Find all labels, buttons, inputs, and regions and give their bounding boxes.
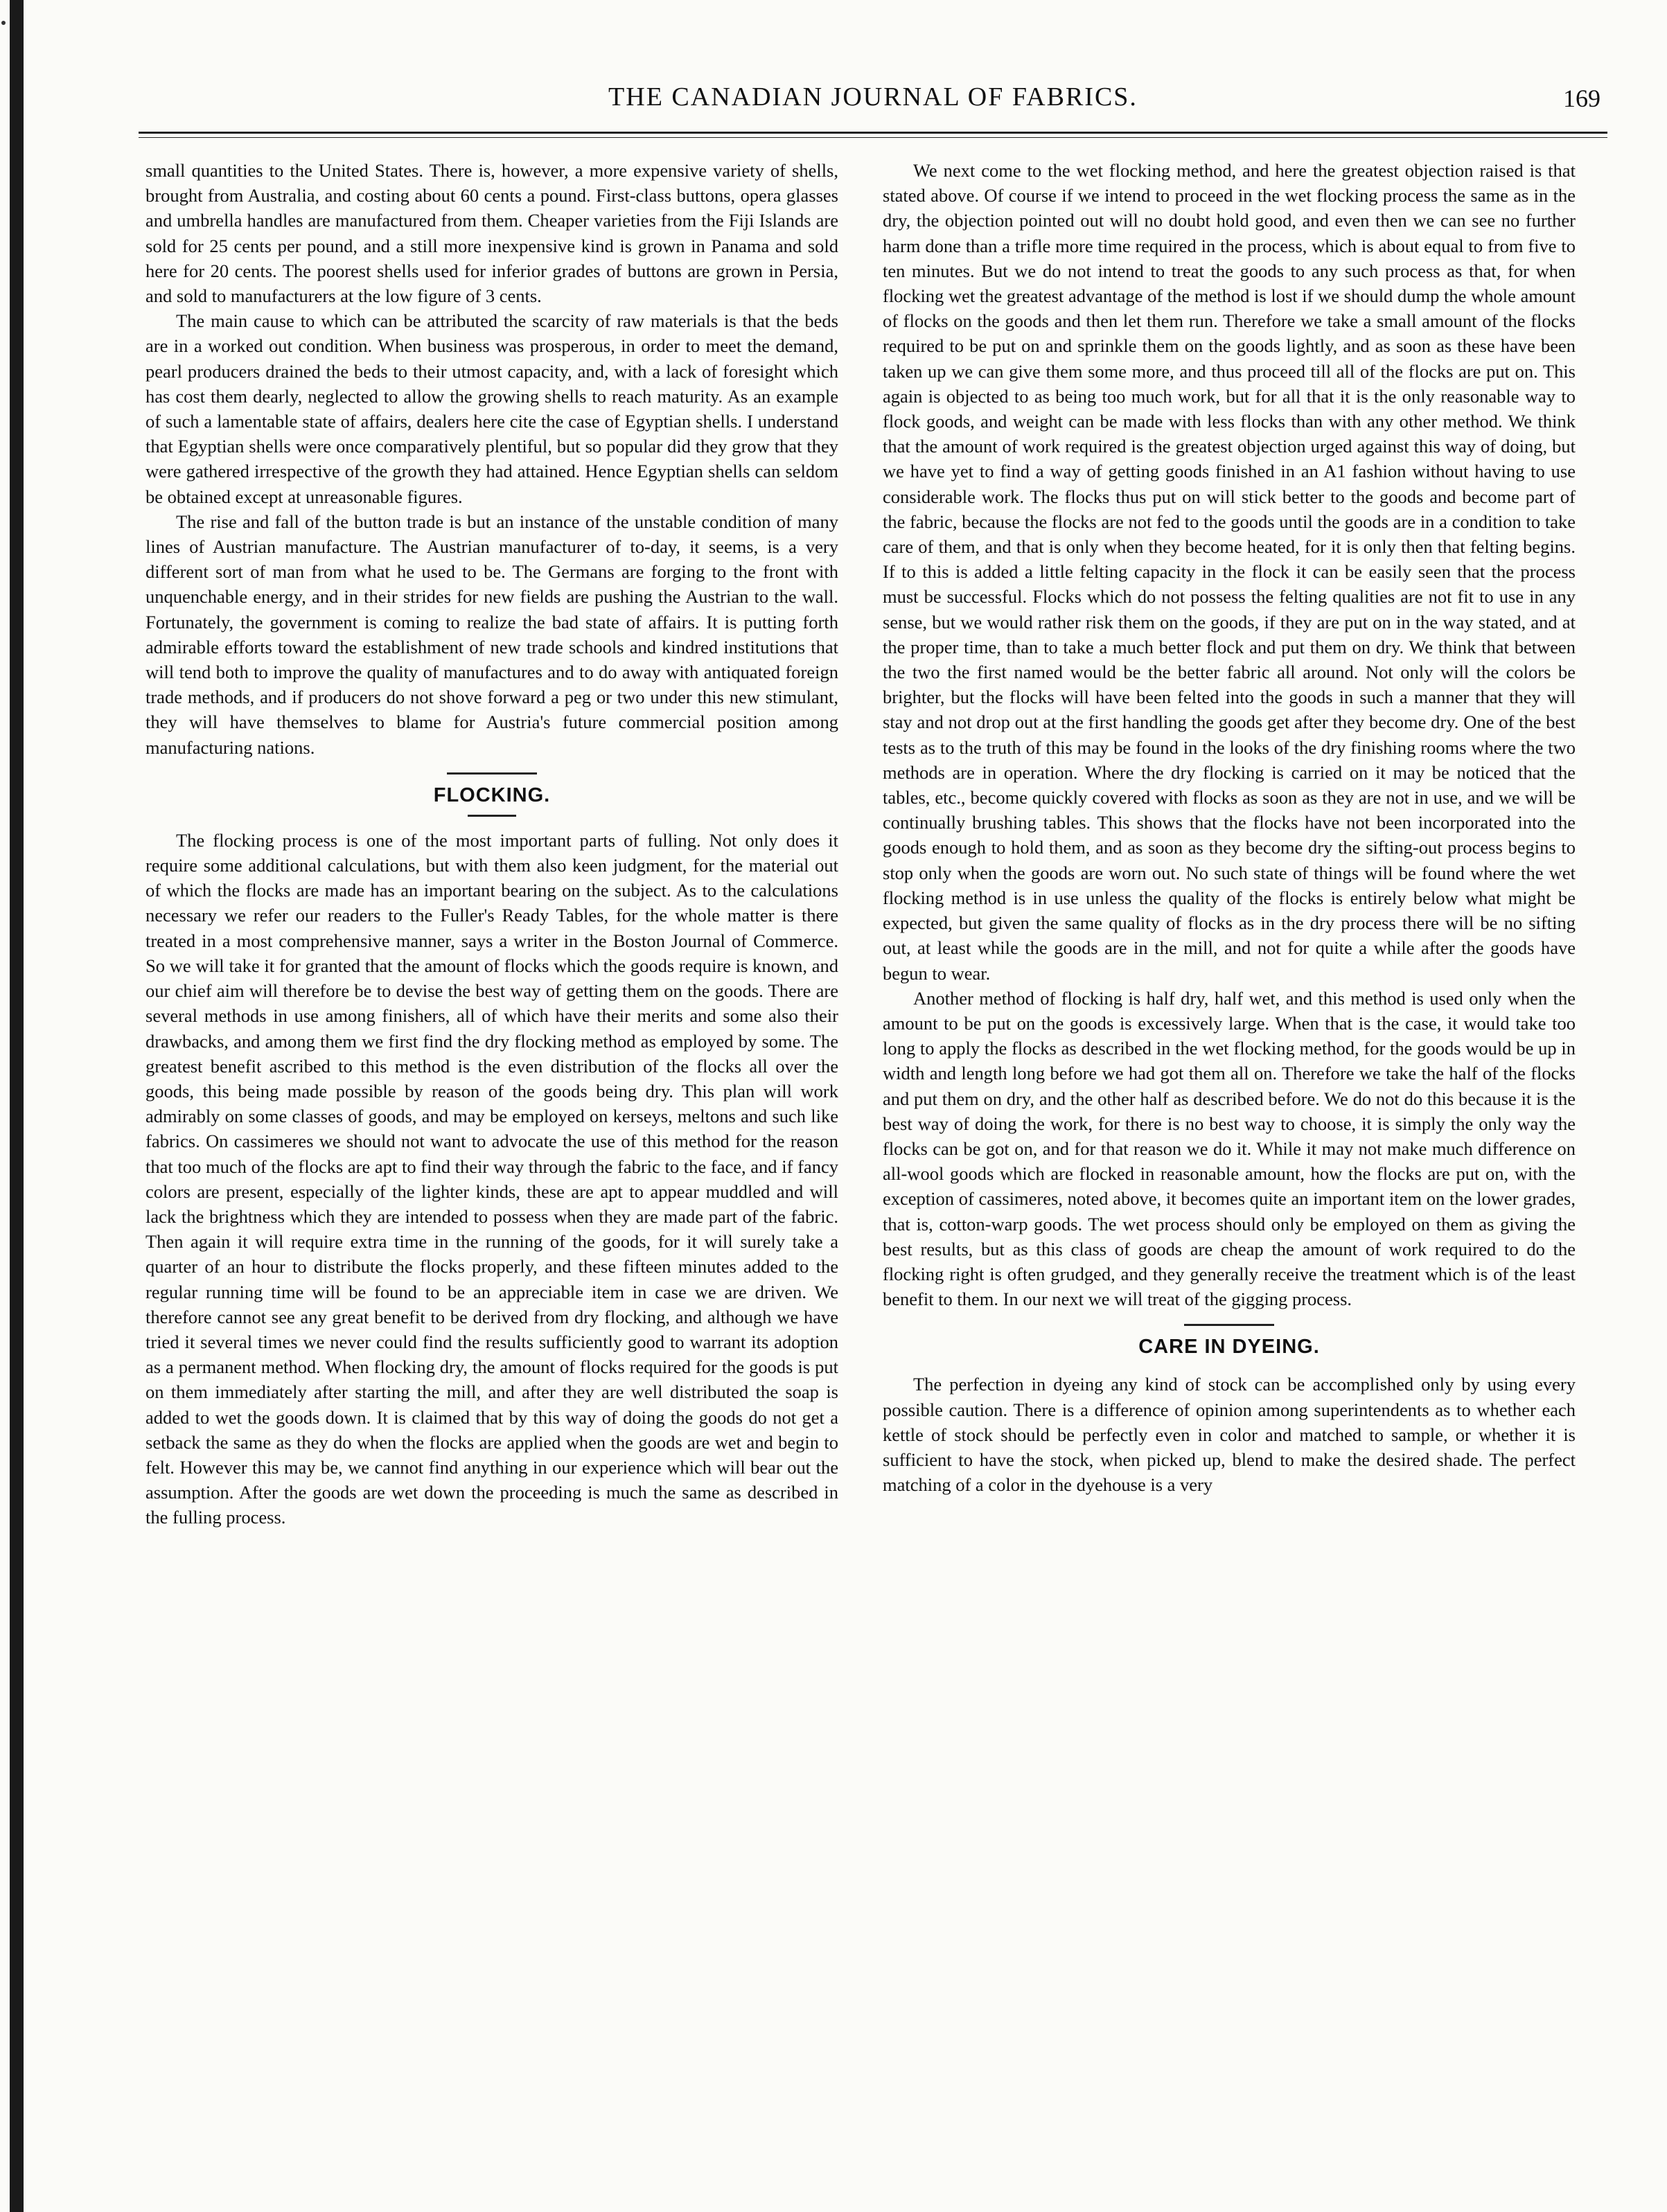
section-divider bbox=[447, 772, 537, 775]
page-number: 169 bbox=[1563, 85, 1600, 112]
section-divider bbox=[1184, 1324, 1274, 1326]
header-rule bbox=[139, 132, 1607, 134]
section-heading-care-in-dyeing: CARE IN DYEING. bbox=[1138, 1336, 1320, 1359]
header-rule-thin bbox=[139, 137, 1607, 138]
paragraph: Another method of flocking is half dry, half wet, and this method is used only when the amount to be put on the goods is excessively large. When that is the case, it would take too long to apply the flocks as described in the wet flocking method, for the goods would be up in width and length long before we had got them all on. Therefore we take the half of the flocks and put them on dry, and the other half as described before. We do not do this because it is the best way of doing the work, for there is no best way to choose, it is simply the only way the flocks can be got on, and for that reason we do it. While it may not make much difference on all-wool goods which are flocked in reasonable amount, how the flocks are put on, with the exception of cassimeres, noted above, it becomes quite an important item on the lower grades, that is, cotton-warp goods. The wet process should only be employed on them as giving the best results, but as this class of goods are cheap the amount of work required to do the flocking right is often grudged, and they generally receive the treatment which is of the least benefit to them. In our next we will treat of the gigging process. bbox=[883, 987, 1576, 1310]
paragraph: We next come to the wet flocking method, and here the greatest objection raised is that stated above. Of course if we intend to proceed in the wet flocking process the same as in the dry, the objection pointed out will no doubt hold good, and even then we can see no further harm done than a trifle more time required in the process, which is about equal to from five to ten minutes. But we do not intend to treat the goods to any such process as that, for when flocking wet the greatest advantage of the method is lost if we should dump the whole amount of flocks on the goods and then let them run. Therefore we take a small amount of the flocks required to be put on and sprinkle them on the goods lightly, and as soon as these have been taken up we can give them some more, and thus proceed till all of the flocks are put on. This again is objected to as being too much work, but for all that it is the only reasonable way to flock goods, and weight can be made with less flocks than with any other method. We think that the amount of work required is the greatest objection urged against this way of doing, but we have yet to find a way of getting goods finished in an A1 fashion without having to use considerable work. The flocks thus put on will stick better to the goods and become part of the fabric, because the flocks are not fed to the goods until the goods are in a condition to take care of them, and that is only when they become heated, for it is only then that felting begins. If to this is added a little felting capacity in the flock it can be easily seen that the process must be successful. Flocks which do not possess the felting qualities are not fit to use in any sense, but we would rather risk them on the goods, if they are put on in the way stated, and at the proper time, than to take a much better flock and put them on dry. We think that between the two the first named would be the better fabric all around. Not only will the colors be brighter, but the flocks will have been felted into the goods in such a manner that they will stay and not drop out at the first handling the goods get after they become dry. One of the best tests as to the truth of this may be found in the looks of the dry finishing rooms where the two methods are in operation. Where the dry flocking is carried on it may be noticed that the tables, etc., become quickly covered with flocks as soon as they are not in use, and we will be continually brushing tables. This shows that the flocks have not been incorporated into the goods enough to hold them, and as soon as they become dry the sifting-out process begins to stop only when the goods are worn out. No such state of things will be found where the wet flocking method is in use unless the quality of the flocks is entirely below what might be expected, but given the same quality of flocks as in the dry process there will be no sifting out, at least while the goods are in the mill, and not for quite a while after the goods have begun to wear. bbox=[883, 160, 1576, 984]
heading-underline bbox=[468, 815, 516, 817]
left-column bbox=[145, 158, 838, 1530]
section-heading-flocking: FLOCKING. bbox=[433, 784, 551, 806]
scan-speck bbox=[1, 21, 6, 25]
binding-edge bbox=[10, 0, 24, 2212]
journal-title: THE CANADIAN JOURNAL OF FABRICS. bbox=[608, 82, 1138, 112]
right-column bbox=[883, 158, 1576, 1497]
paragraph: The flocking process is one of the most important parts of fulling. Not only does it require some additional calculations, but with them also keen judgment, for the material out of which the flocks are made has an important bearing on the subject. As to the calculations necessary we refer our readers to the Fuller's Ready Tables, for the whole matter is there treated in a most comprehensive manner, says a writer in the Boston Journal of Commerce. So we will take it for granted that the amount of flocks which the goods require is known, and our chief aim will therefore be to devise the best way of getting them on the goods. There are several methods in use among finishers, all of which have their merits and some also their drawbacks, and among them we first find the dry flocking method as employed by some. The greatest benefit ascribed to this method is the even distribution of the flocks all over the goods, this being made possible by reason of the goods being dry. This plan will work admirably on some classes of goods, and may be employed on kerseys, meltons and such like fabrics. On cassimeres we should not want to advocate the use of this method for the reason that too much of the flocks are apt to find their way through the fabric to the face, and if fancy colors are present, especially of the lighter kinds, these are apt to appear muddled and will lack the brightness which they are intended to possess when they are made part of the fabric. Then again it will require extra time in the running of the goods, for it will surely take a quarter of an hour to distribute the flocks properly, and these fifteen minutes added to the regular running time will be found to be an appreciable item in case we are driven. We therefore cannot see any great benefit to be derived from dry flocking, and although we have tried it several times we never could find the results sufficiently good to warrant its adoption as a permanent method. When flocking dry, the amount of flocks required for the goods is put on them immediately after starting the mill, and after they are well distributed the soap is added to wet the goods down. It is claimed that by this way of doing the goods do not get a setback the same as they do when the flocks are applied when the goods are wet and begin to felt. However this may be, we cannot find anything in our experience which will bear out the assumption. After the goods are wet down the proceeding is much the same as described in the fulling process. bbox=[145, 829, 838, 1528]
paragraph: The perfection in dyeing any kind of stock can be accomplished only by using every possible caution. There is a difference of opinion among superintendents as to whether each kettle of stock should be perfectly even in color and matched to sample, or whether it is sufficient to have the stock, when picked up, blend to make the desired shade. The perfect matching of a color in the dyehouse is a very bbox=[883, 1374, 1576, 1496]
paragraph: small quantities to the United States. There is, however, a more expensive variety of shells, brought from Australia, and costing about 60 cents a pound. First-class buttons, opera glasses and umbrella handles are manufactured from them. Cheaper varieties from the Fiji Islands are sold for 25 cents per pound, and a still more inexpensive kind is grown in Panama and sold here for 20 cents. The poorest shells used for inferior grades of buttons are grown in Persia, and sold to manufacturers at the low figure of 3 cents. bbox=[145, 160, 838, 307]
paragraph: The rise and fall of the button trade is but an instance of the unstable condition of many lines of Austrian manufacture. The Austrian manufacturer of to-day, it seems, is a very different sort of man from what he used to be. The Germans are forging to the front with unquenchable energy, and in their strides for new fields are pushing the Austrian to the wall. Fortunately, the government is coming to realize the bad state of affairs. It is putting forth admirable efforts toward the establishment of new trade schools and kindred institutions that will tend both to improve the quality of manufactures and to do away with antiquated foreign trade methods, and if producers do not shove forward a peg or two under this new stimulant, they will have themselves to blame for Austria's future commercial position among manufacturing nations. bbox=[145, 511, 838, 758]
page-header bbox=[139, 80, 1607, 128]
paragraph: The main cause to which can be attributed the scarcity of raw materials is that the beds are in a worked out condition. When business was prosperous, in order to meet the demand, pearl producers drained the beds to their utmost capacity, and, with a lack of foresight which has cost them dearly, neglected to allow the growing shells to reach maturity. As an example of such a lamentable state of affairs, dealers here cite the case of Egyptian shells. I understand that Egyptian shells were once comparatively plentiful, but so popular did they grow that they were gathered irrespective of the growth they had attained. Hence Egyptian shells can seldom be obtained except at unreasonable figures. bbox=[145, 310, 838, 507]
